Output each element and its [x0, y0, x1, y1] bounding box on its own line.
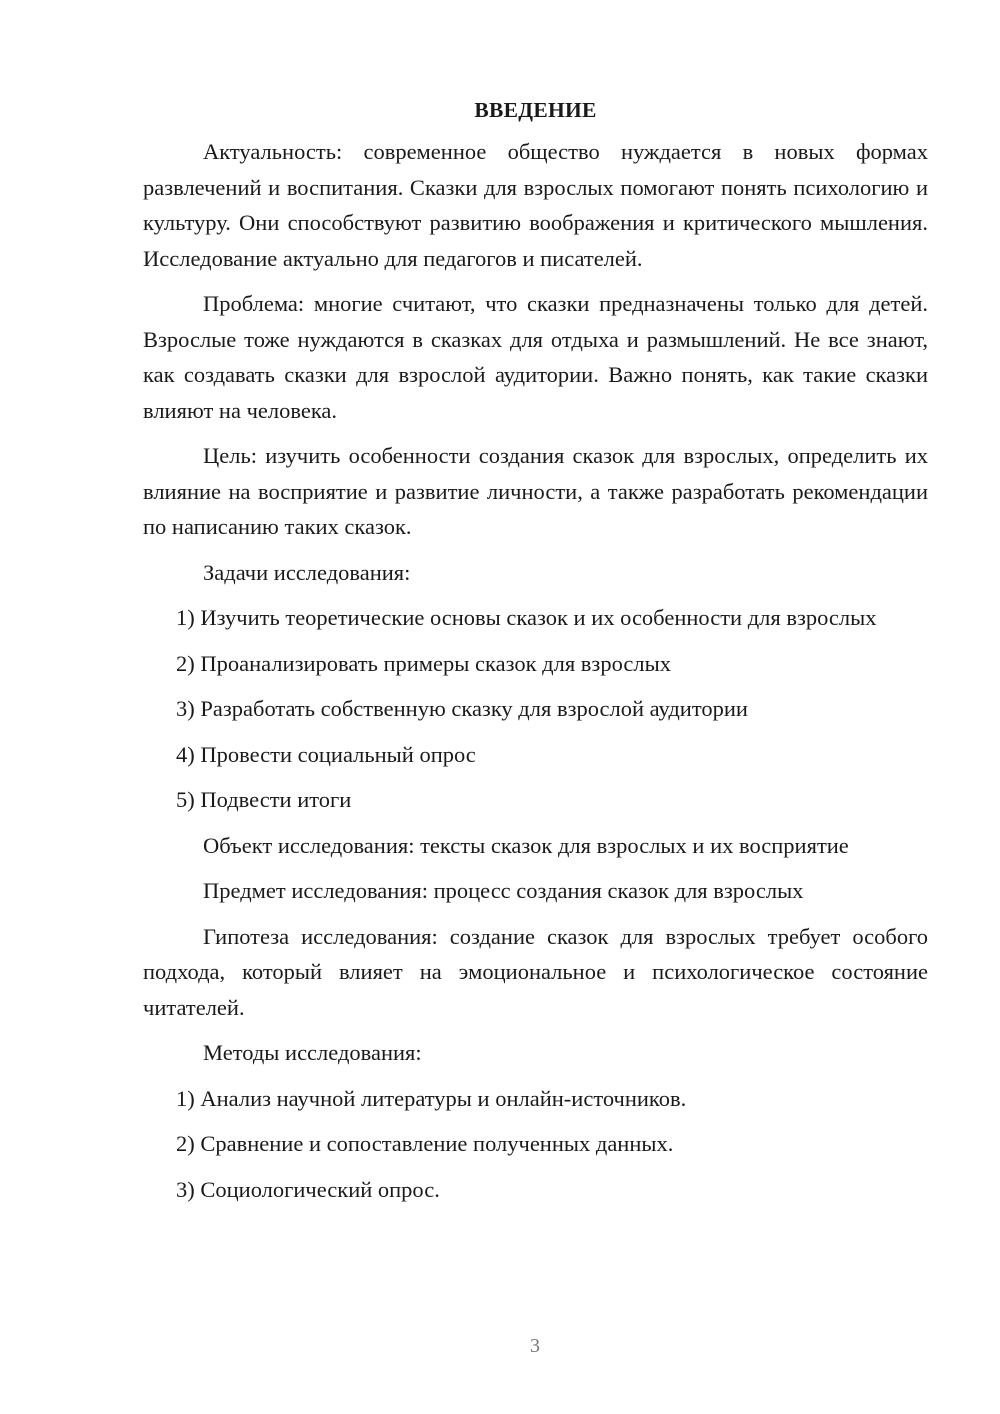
methods-title: Методы исследования: — [203, 1040, 422, 1065]
subject-paragraph: Предмет исследования: процесс создания сказок для взрослых — [203, 878, 804, 903]
task-item-3: 3) Разработать собственную сказку для взрослой аудитории — [176, 696, 748, 721]
method-item-1: 1) Анализ научной литературы и онлайн-источников. — [176, 1085, 687, 1111]
task-item-4: 4) Провести социальный опрос — [176, 741, 476, 767]
method-item-2: 2) Сравнение и сопоставление полученных данных. — [176, 1131, 674, 1156]
goal-paragraph: Цель: изучить особенности создания сказок для взрослых, определить их влияние на восприятие и развитие личности, а также разработать рекомендации по написанию таких сказок. — [143, 443, 928, 539]
method-item-3: 3) Социологический опрос. — [176, 1176, 440, 1202]
section-heading: ВВЕДЕНИЕ — [474, 98, 597, 122]
task-item-5: 5) Подвести итоги — [176, 787, 352, 812]
task-item-1: 1) Изучить теоретические основы сказок и их особенности для взрослых — [176, 605, 877, 630]
hypothesis-paragraph: Гипотеза исследования: создание сказок для взрослых требует особого подхода, который влияет на эмоциональное и психологическое состояние читателей. — [143, 923, 928, 1020]
object-paragraph: Объект исследования: тексты сказок для взрослых и их восприятие — [203, 832, 849, 858]
page-number: 3 — [530, 1335, 540, 1357]
tasks-title: Задачи исследования: — [203, 559, 411, 585]
task-item-2: 2) Проанализировать примеры сказок для взрослых — [176, 650, 671, 676]
page-content — [143, 95, 928, 1207]
relevance-paragraph: Актуальность: современное общество нуждается в новых формах развлечений и воспитания. Сказки для взрослых помогают понять психологию и культуру. Они способствуют развитию воображения и критического мышления. Исследование актуально для педагогов и писателей. — [143, 139, 928, 271]
problem-paragraph: Проблема: многие считают, что сказки предназначены только для детей. Взрослые тоже нуждаются в сказках для отдыха и размышлений. Не все знают, как создавать сказки для взрослой аудитории. Важно понять, как такие сказки влияют на человека. — [143, 291, 928, 423]
